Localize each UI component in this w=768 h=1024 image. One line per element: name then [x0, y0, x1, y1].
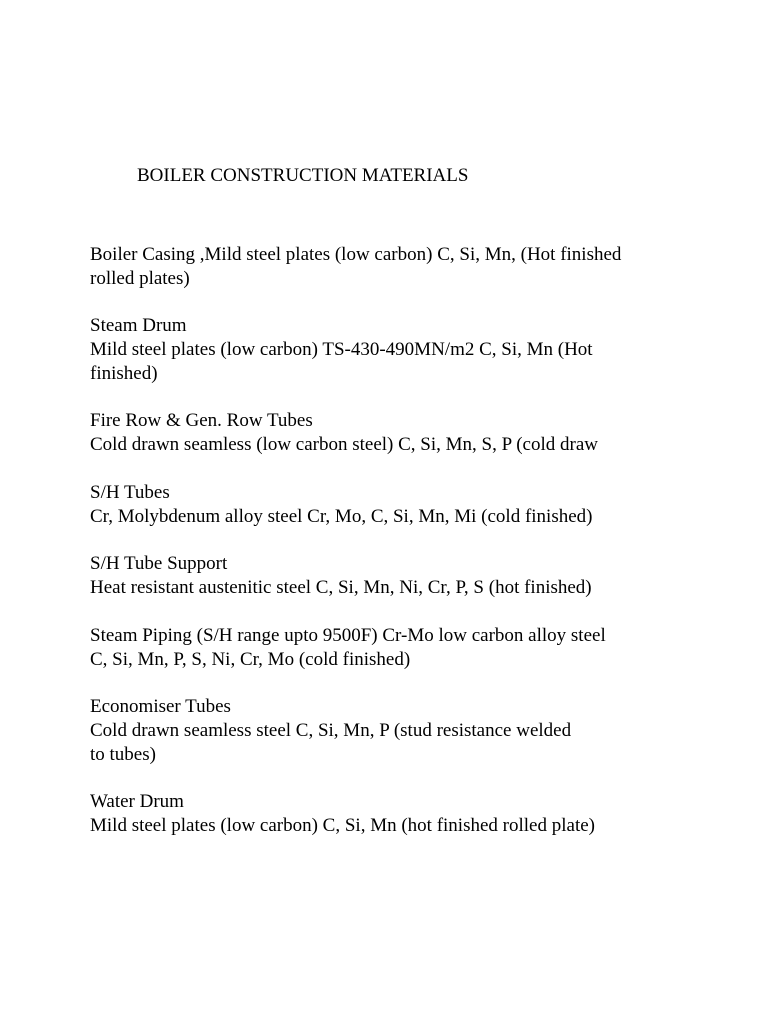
- section-water-drum: [90, 790, 690, 838]
- section-steam-drum: [90, 314, 690, 386]
- section-heading: S/H Tubes: [90, 482, 170, 503]
- section-line: finished): [90, 363, 158, 384]
- section-heading: S/H Tube Support: [90, 553, 228, 574]
- section-line: Mild steel plates (low carbon) C, Si, Mn (hot finished rolled plate): [90, 815, 595, 836]
- section-line: C, Si, Mn, P, S, Ni, Cr, Mo (cold finished): [90, 649, 411, 670]
- section-line: rolled plates): [90, 268, 190, 289]
- section-line: Boiler Casing ,Mild steel plates (low carbon) C, Si, Mn, (Hot finished: [90, 244, 622, 265]
- section-line: Mild steel plates (low carbon) TS-430-490MN/m2 C, Si, Mn (Hot: [90, 339, 593, 360]
- section-sh-tubes: [90, 481, 690, 529]
- section-heading: Water Drum: [90, 791, 184, 812]
- section-heading: Fire Row & Gen. Row Tubes: [90, 410, 313, 431]
- section-heading: Steam Piping (S/H range upto 9500F) Cr-Mo low carbon alloy steel: [90, 625, 606, 646]
- section-line: to tubes): [90, 744, 156, 765]
- section-boiler-casing: [90, 243, 690, 291]
- document-title: BOILER CONSTRUCTION MATERIALS: [137, 165, 469, 186]
- section-heading: Steam Drum: [90, 315, 187, 336]
- section-steam-piping: [90, 624, 690, 672]
- section-economiser-tubes: [90, 695, 690, 767]
- section-line: Cr, Molybdenum alloy steel Cr, Mo, C, Si, Mn, Mi (cold finished): [90, 506, 593, 527]
- section-sh-tube-support: [90, 552, 690, 600]
- section-line: Cold drawn seamless steel C, Si, Mn, P (stud resistance welded: [90, 720, 572, 741]
- section-line: Heat resistant austenitic steel C, Si, Mn, Ni, Cr, P, S (hot finished): [90, 577, 592, 598]
- section-line: Cold drawn seamless (low carbon steel) C, Si, Mn, S, P (cold draw: [90, 434, 598, 455]
- section-fire-row-tubes: [90, 409, 690, 457]
- section-heading: Economiser Tubes: [90, 696, 231, 717]
